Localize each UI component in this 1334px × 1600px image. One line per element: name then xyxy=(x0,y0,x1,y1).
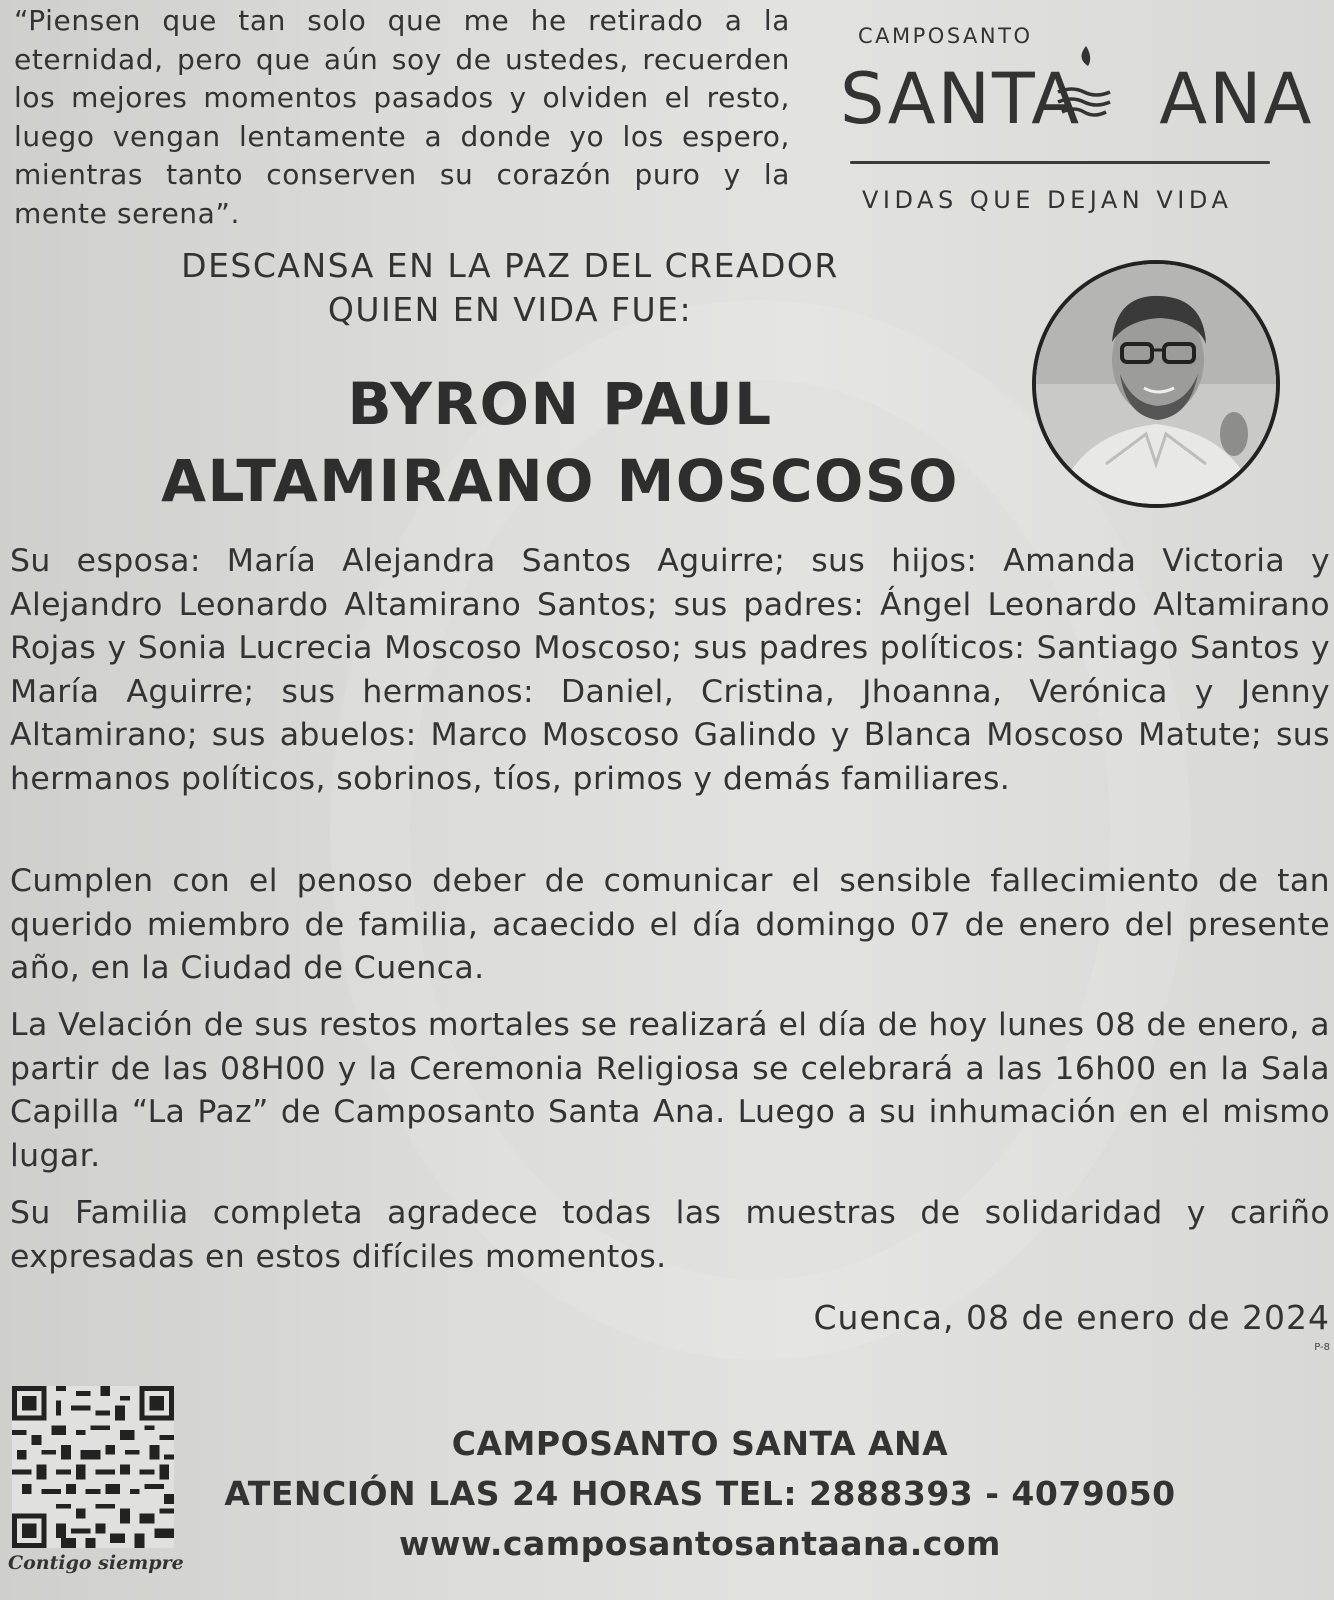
footer-website-link[interactable]: www.camposantosantaana.com xyxy=(399,1524,1001,1563)
wake-ceremony-paragraph: La Velación de sus restos mortales se realizará el día de hoy lunes 08 de enero, a partir de las 08H00 y la Ceremonia Religiosa se celebrará a las 16h00 en la Sala Capilla “La Paz” de Camposanto Santa Ana. Luego a su inhumación en el mismo lugar. xyxy=(10,1007,1330,1174)
flame-water-icon xyxy=(1042,36,1126,126)
thanks-paragraph: Su Familia completa agradece todas las muestras de solidaridad y cariño expresadas en estos difíciles momentos. xyxy=(10,1195,1330,1275)
logo-divider xyxy=(850,161,1270,164)
footer-phone-line: ATENCIÓN LAS 24 HORAS TEL: 2888393 - 4079050 xyxy=(224,1474,1176,1513)
announcement-paragraph: Cumplen con el penoso deber de comunicar el sensible fallecimiento de tan querido miembro de familia, acaecido el día domingo 07 de enero del presente año, en la Ciudad de Cuenca. xyxy=(10,863,1330,986)
logo-small-label: CAMPOSANTO xyxy=(858,24,1033,48)
rest-in-peace-heading: DESCANSA EN LA PAZ DEL CREADOR xyxy=(181,246,839,285)
deceased-name-first: BYRON PAUL xyxy=(347,370,773,438)
deceased-portrait-photo xyxy=(1032,260,1280,508)
deceased-name-last: ALTAMIRANO MOSCOSO xyxy=(161,447,959,515)
logo-tagline: VIDAS QUE DEJAN VIDA xyxy=(862,186,1233,214)
camposanto-logo xyxy=(840,20,1314,220)
page-code: P-8 xyxy=(1314,1342,1330,1353)
who-in-life-heading: QUIEN EN VIDA FUE: xyxy=(327,290,693,329)
epitaph-quote: “Piensen que tan solo que me he retirado a la eternidad, pero que aún soy de ustedes, recuerden los mejores momentos pasados y olviden el resto, luego vengan lentamente a donde yo los espero, mientras tanto conserven su corazón puro y la mente serena”. xyxy=(14,4,790,230)
family-paragraph: Su esposa: María Alejandra Santos Aguirre; sus hijos: Amanda Victoria y Alejandro Leonardo Altamirano Santos; sus padres: Ángel Leonardo Altamirano Rojas y Sonia Lucrecia Moscoso Moscoso; sus padres políticos: Santiago Santos y María Aguirre; sus hermanos: Daniel, Cristina, Jhoanna, Verónica y Jenny Altamirano; sus abuelos: Marco Moscoso Galindo y Blanca Moscoso Matute; sus hermanos políticos, sobrinos, tíos, primos y demás familiares. xyxy=(10,543,1330,797)
logo-brand-right: ANA xyxy=(1159,58,1314,140)
footer-company-name: CAMPOSANTO SANTA ANA xyxy=(451,1424,949,1463)
portrait-icon xyxy=(1036,264,1276,504)
qr-caption: Contigo siempre xyxy=(8,1552,184,1574)
place-date-line: Cuenca, 08 de enero de 2024 xyxy=(813,1298,1330,1337)
logo-brand-left: SANTA xyxy=(840,58,1082,140)
qr-code-icon[interactable] xyxy=(12,1386,174,1548)
